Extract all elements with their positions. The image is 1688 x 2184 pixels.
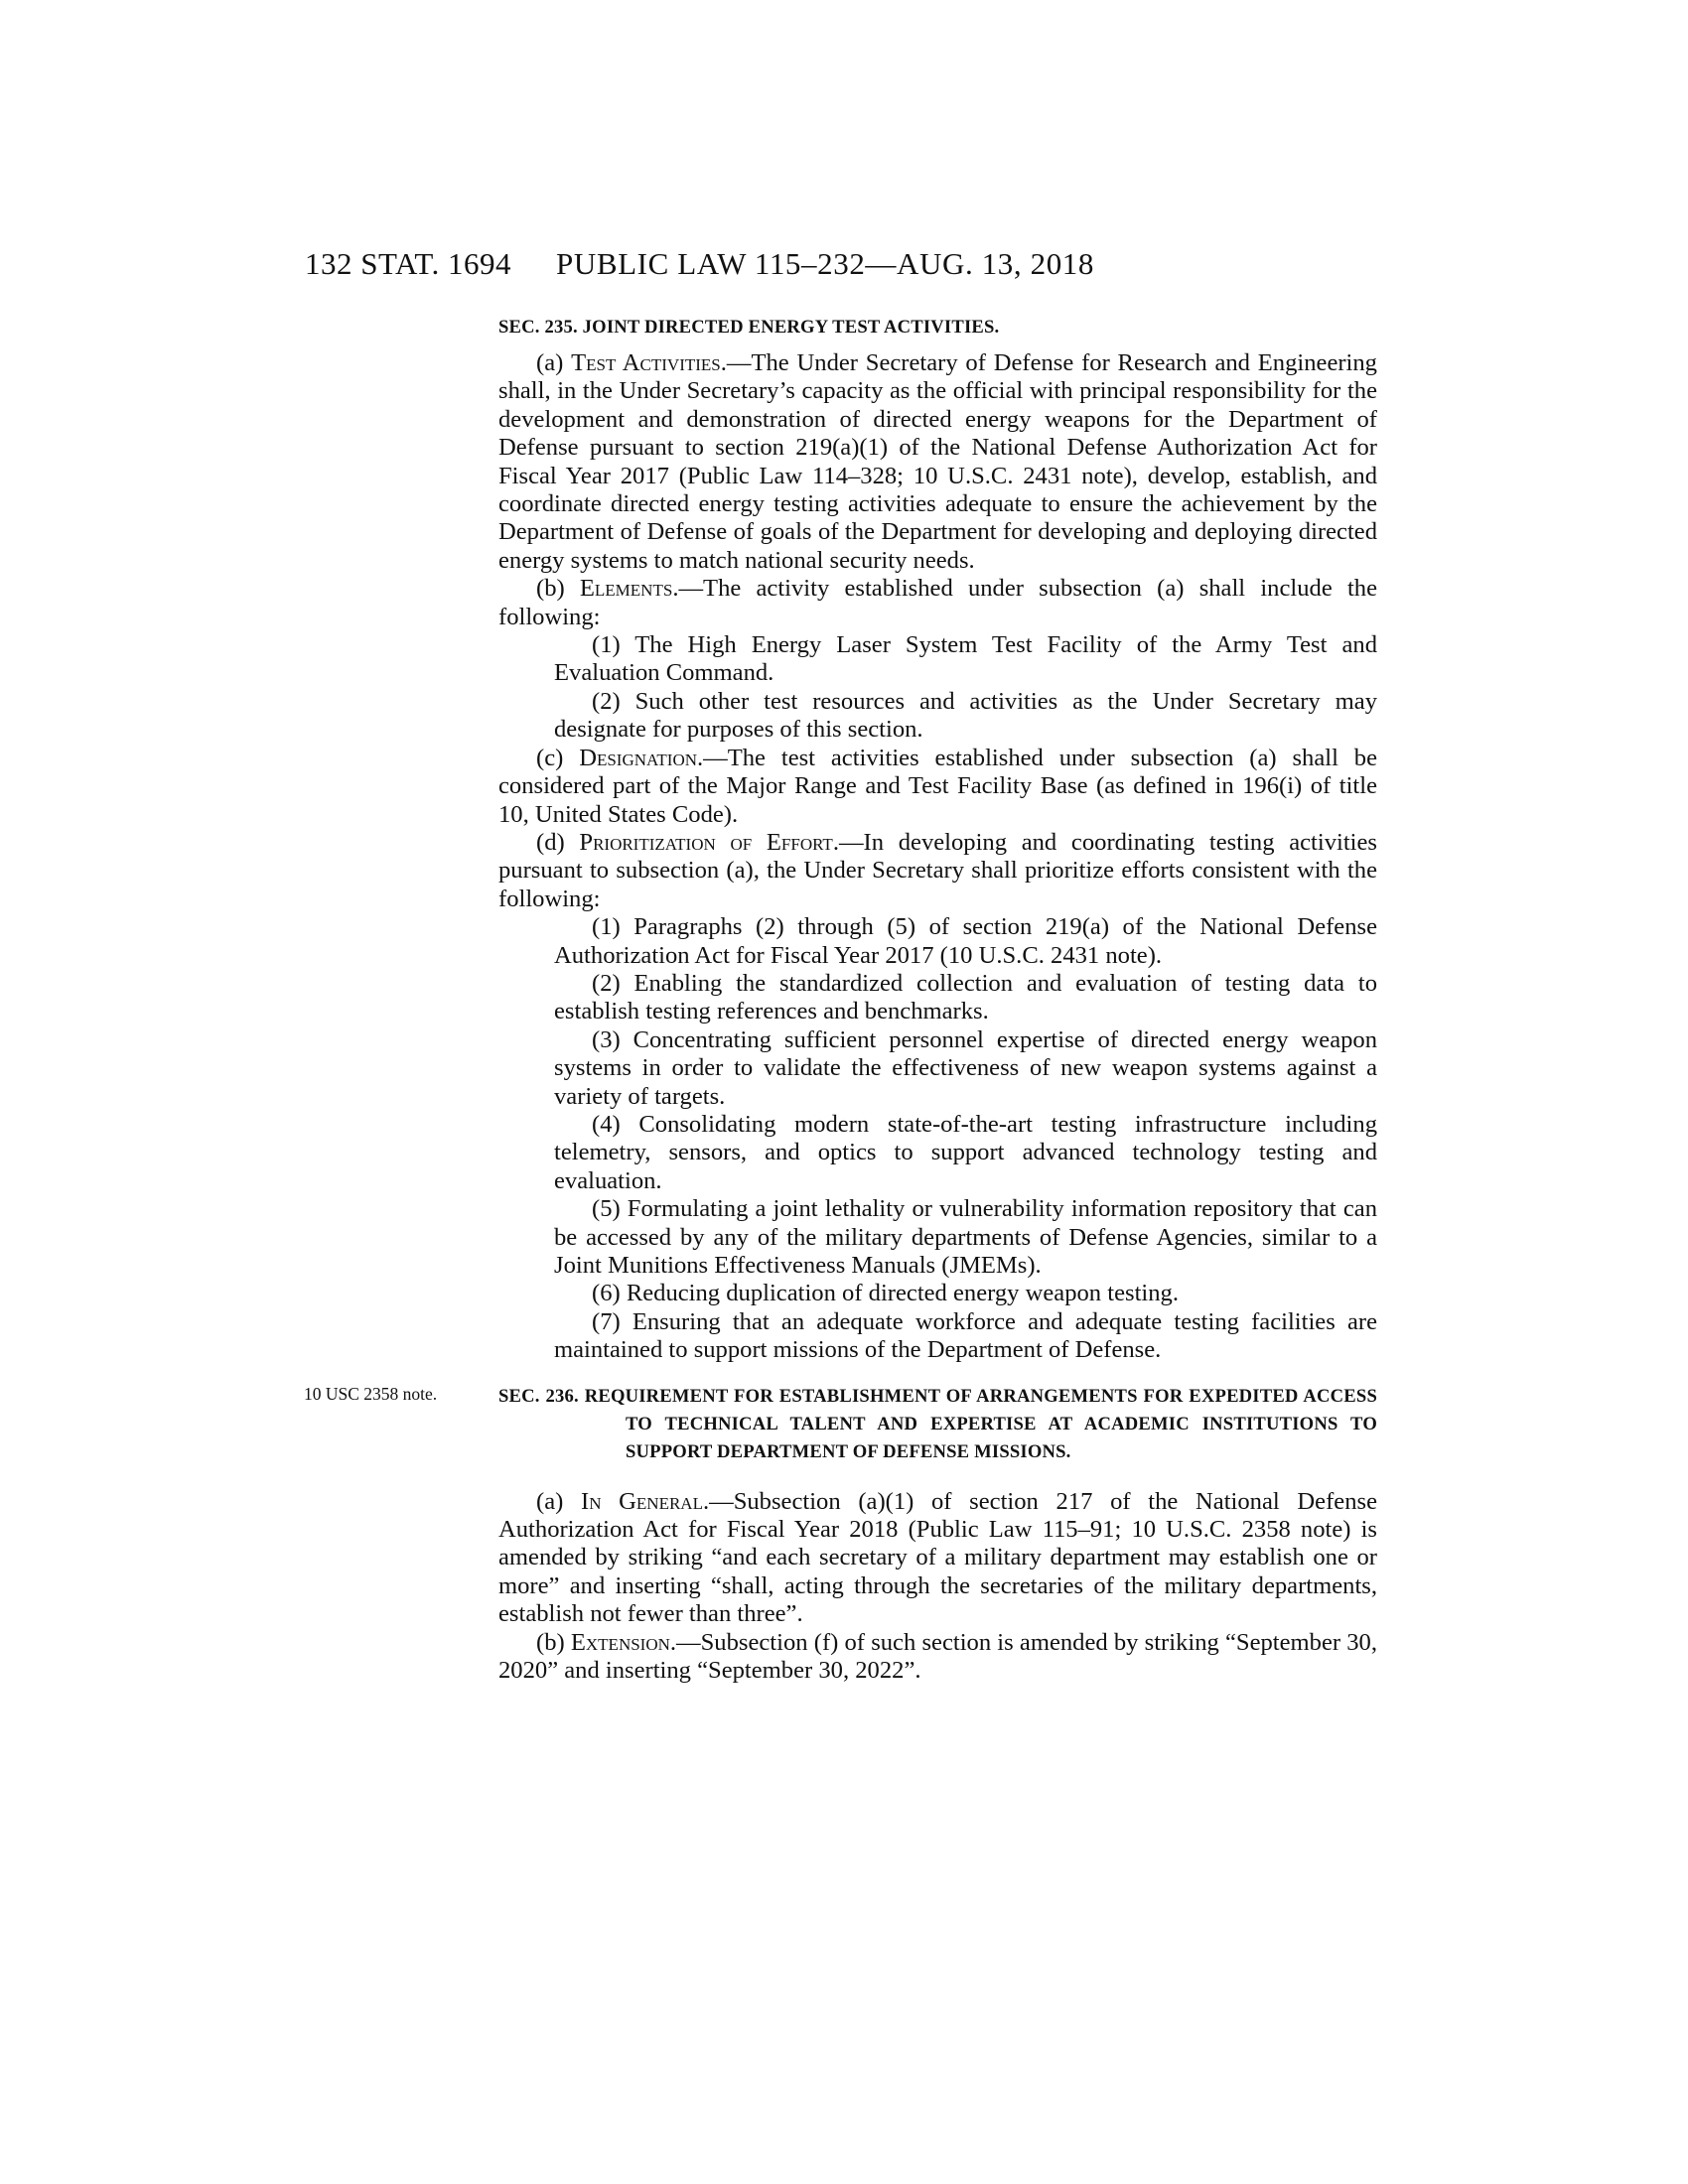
subsection-label: (d): [536, 828, 580, 856]
subsection-caption: Elements: [579, 575, 673, 603]
page-reference: 132 STAT. 1694: [305, 246, 512, 281]
subsection-text: .—Subsection (a)(1) of section 217 of the National Defense Authorization Act for Fiscal Year 2018 (Public Law 115–91; 10 U.S.C. 2358 note) is amended by striking “and each secretary of a military department may establish one or more” and inserting “shall, acting through the secretaries of the military departments, establish not fewer than three”.: [498, 1487, 1377, 1628]
subsection-b: [498, 1629, 1377, 1686]
subsection-label: (a): [536, 349, 572, 376]
subsection-caption: Extension: [570, 1628, 670, 1656]
subsection-text: .—In developing and coordinating testing activities pursuant to subsection (a), the Under Secretary shall prioritize efforts consistent with the following:: [498, 828, 1377, 912]
section-235: [498, 314, 1377, 1365]
subsection-d: [498, 829, 1377, 913]
subsection-caption: Test Activities: [571, 349, 721, 376]
running-head: PUBLIC LAW 115–232—AUG. 13, 2018: [556, 246, 1094, 281]
subsection-text: .—The test activities established under subsection (a) shall be considered part of the Major Range and Test Facility Base (as defined in 196(i) of title 10, United States Code).: [498, 744, 1377, 828]
subsection-label: (b): [536, 1628, 571, 1656]
subsection-c: [498, 745, 1377, 829]
paragraph-item: (4) Consolidating modern state-of-the-art testing infrastructure including telemetry, sensors, and optics to support advanced technology testing and evaluation.: [554, 1110, 1377, 1194]
subsection-label: (b): [536, 575, 580, 603]
paragraph-item: (1) The High Energy Laser System Test Facility of the Army Test and Evaluation Command.: [554, 631, 1377, 687]
paragraph-item: (7) Ensuring that an adequate workforce and adequate testing facilities are maintained to support missions of the Department of Defense.: [554, 1307, 1377, 1364]
section-heading-block: [304, 1383, 1377, 1466]
subsection-label: (c): [536, 744, 580, 771]
page-header: [0, 246, 1688, 286]
subsection-text: .—The Under Secretary of Defense for Research and Engineering shall, in the Under Secretary’s capacity as the official with principal responsibility for the development and demonstration of directed energy weapons for the Department of Defense pursuant to section 219(a)(1) of the National Defense Authorization Act for Fiscal Year 2017 (Public Law 114–328; 10 U.S.C. 2431 note), develop, establish, and coordinate directed energy testing activities adequate to ensure the achievement by the Department of Defense of goals of the Department for developing and deploying directed energy systems to match national security needs.: [498, 349, 1377, 574]
subsection-text: .—The activity established under subsection (a) shall include the following:: [498, 575, 1377, 630]
paragraph-item: (6) Reducing duplication of directed energy weapon testing.: [592, 1280, 1179, 1307]
subsection-b: [498, 575, 1377, 631]
subsection-text: .—Subsection (f) of such section is amended by striking “September 30, 2020” and inserting “September 30, 2022”.: [498, 1628, 1377, 1685]
paragraph-item: (3) Concentrating sufficient personnel expertise of directed energy weapon systems in order to validate the effectiveness of new weapon systems against a variety of targets.: [554, 1025, 1377, 1110]
paragraph-item: (5) Formulating a joint lethality or vulnerability information repository that can be accessed by any of the military departments of Defense Agencies, similar to a Joint Munitions Effectiveness Manuals (JMEMs).: [554, 1195, 1377, 1279]
section-heading: SEC. 236. REQUIREMENT FOR ESTABLISHMENT OF ARRANGEMENTS FOR EXPEDITED ACCESS TO TECHNICAL TALENT AND EXPERTISE AT ACADEMIC INSTITUTIONS TO SUPPORT DEPARTMENT OF DEFENSE MISSIONS.: [498, 1385, 1377, 1462]
document-body: [304, 314, 1377, 1685]
subsection-a: [498, 1488, 1377, 1629]
subsection-caption: Designation: [579, 744, 697, 771]
paragraph-item: (1) Paragraphs (2) through (5) of section 219(a) of the National Defense Authorization Act for Fiscal Year 2017 (10 U.S.C. 2431 note).: [554, 913, 1377, 969]
paragraph-item: (2) Such other test resources and activities as the Under Secretary may designate for purposes of this section.: [554, 687, 1377, 744]
subsection-label: (a): [536, 1487, 581, 1515]
subsection-caption: In General: [581, 1487, 703, 1515]
subsection-a: [498, 349, 1377, 575]
margin-note: 10 USC 2358 note.: [304, 1383, 438, 1404]
section-236: [304, 1383, 1377, 1686]
paragraph-item: (2) Enabling the standardized collection and evaluation of testing data to establish testing references and benchmarks.: [554, 969, 1377, 1025]
section-heading: SEC. 235. JOINT DIRECTED ENERGY TEST ACTIVITIES.: [498, 317, 1000, 338]
subsection-caption: Prioritization of Effort: [579, 828, 833, 856]
